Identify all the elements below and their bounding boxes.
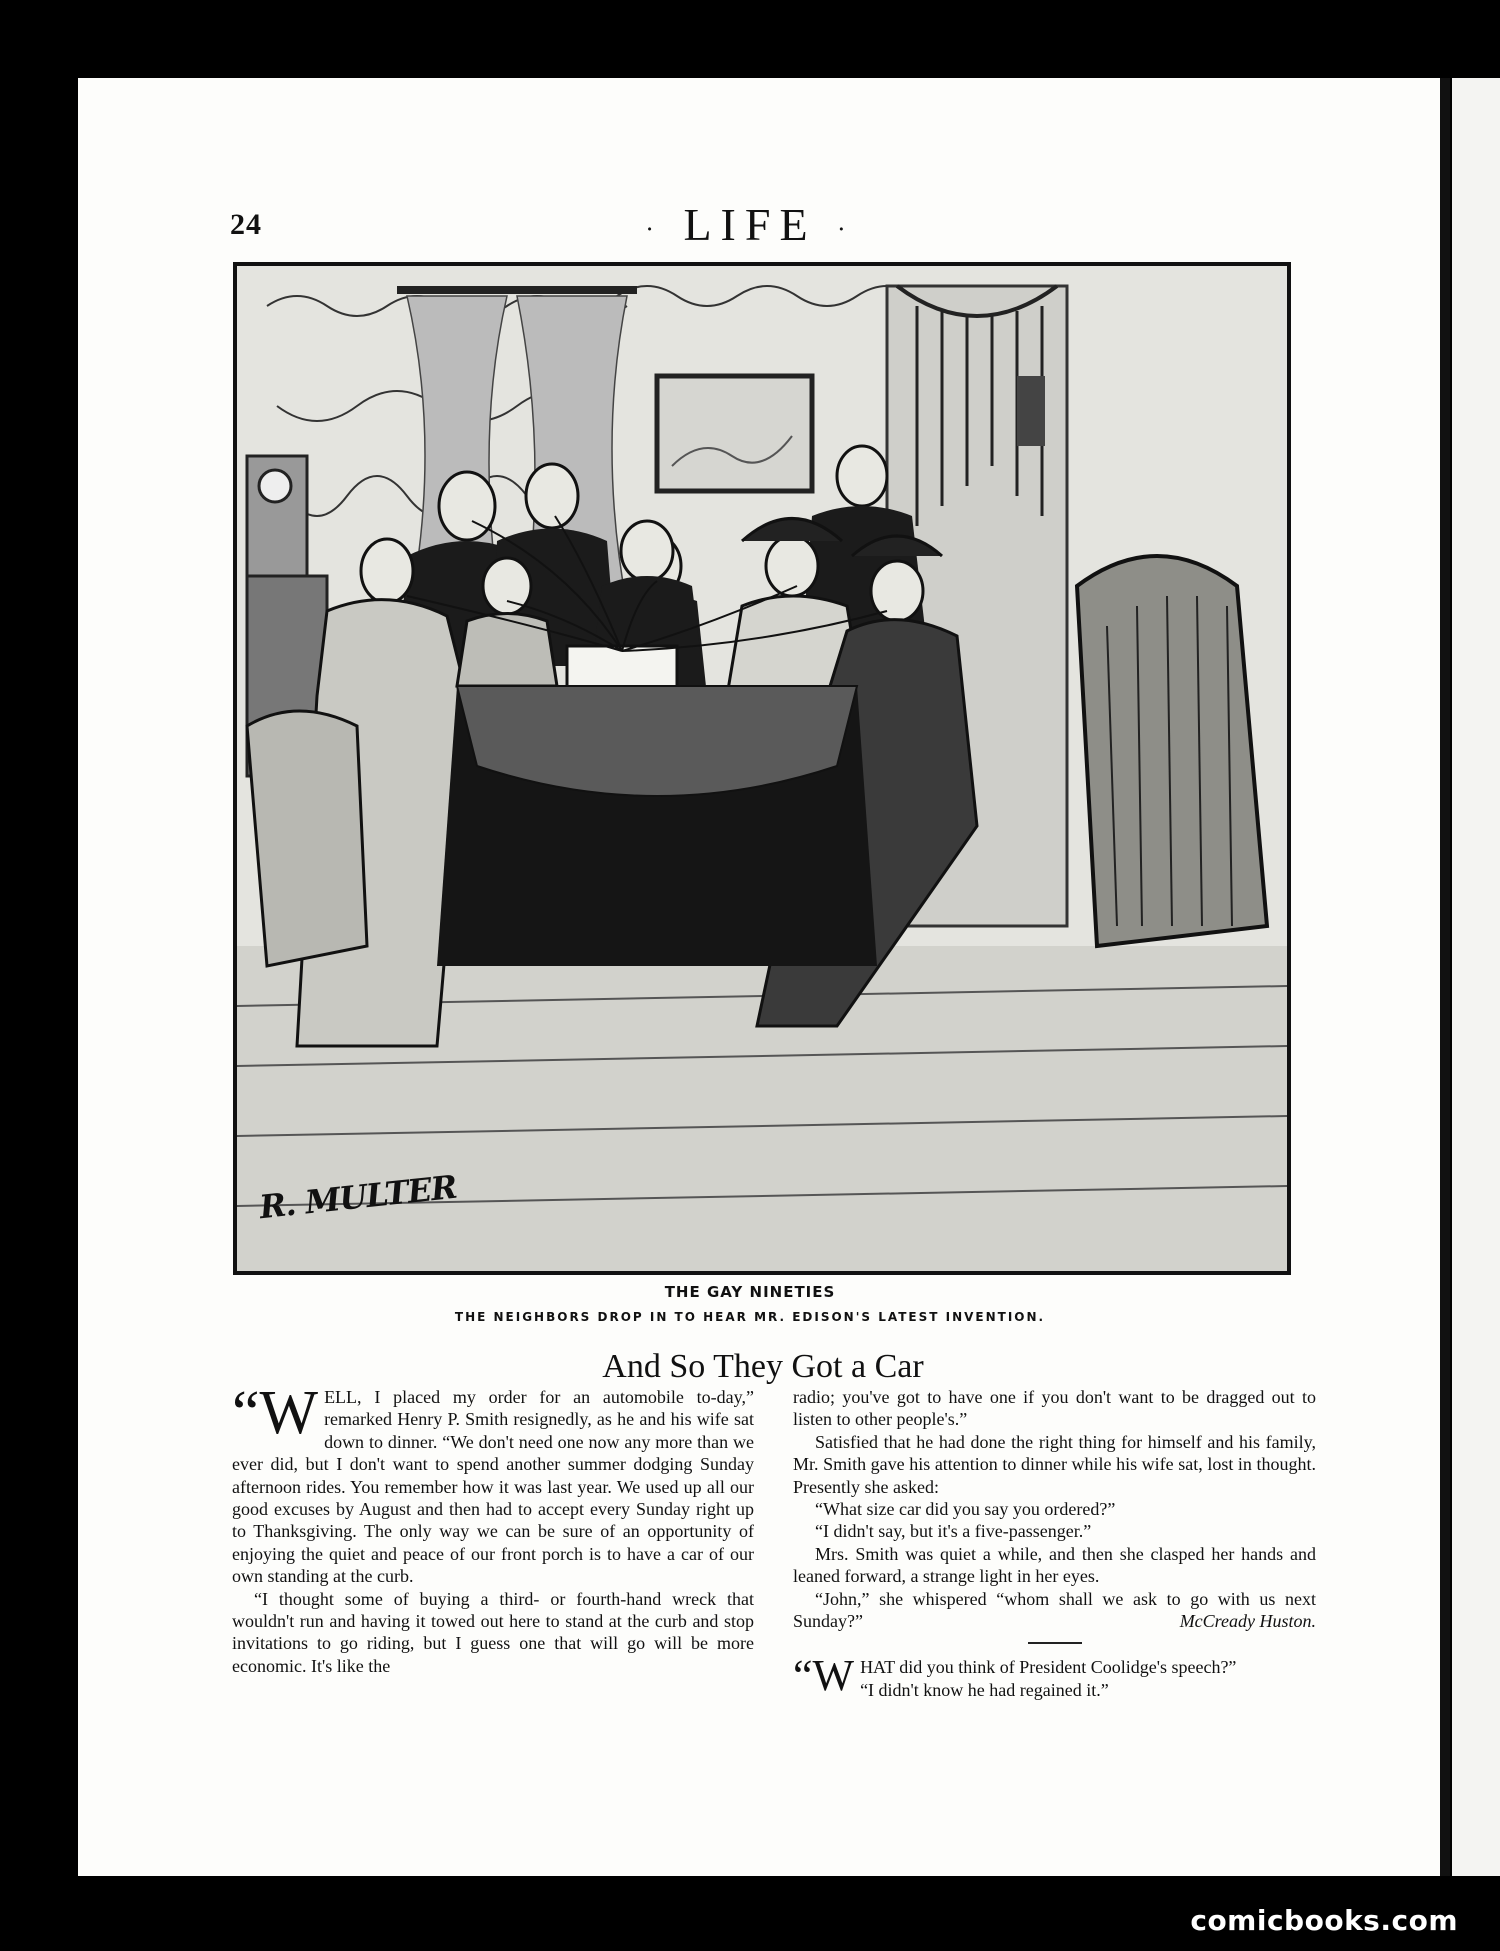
- joke-question-text: HAT did you think of President Coolidge's speech?”: [860, 1657, 1237, 1678]
- article-column-right: [793, 1386, 1316, 1701]
- article-paragraph-8-text: “John,” she whispered “whom shall we ask to go with us next Sunday?”: [793, 1588, 1316, 1632]
- article-paragraph-4: Satisfied that he had done the right thing for himself and his family, Mr. Smith gave his attention to dinner while his wife sat, lost in thought. Presently she asked:: [793, 1431, 1316, 1497]
- article-paragraph-2: “I thought some of buying a third- or fourth-hand wreck that wouldn't run and having it towed out here to stand at the curb and stop invitations to go riding, but I guess one that will go will be more economic. It's like the: [232, 1588, 754, 1676]
- illustration-drawing: [237, 266, 1287, 1271]
- article-paragraph-1: ELL, I placed my order for an automobile to-day,” remarked Henry P. Smith resignedly, as he and his wife sat down to dinner. “We don't need one now any more than we ever did, but I don't want to spend another summer dodging Sunday afternoon rides. You remember how it was last year. We used up all our good excuses by August and then had to accept every Sunday right up to Thanksgiving. The only way we can be sure of an opportunity of enjoying the quiet and peace of our front porch is to have a car of our own standing at the curb.: [232, 1387, 754, 1587]
- article-paragraph-5: “What size car did you say you ordered?”: [815, 1499, 1116, 1520]
- artist-signature: R. MULTER: [257, 1167, 459, 1227]
- masthead: [0, 198, 1500, 251]
- article-paragraph: [232, 1379, 754, 1588]
- joke-drop-cap-quote: “: [793, 1651, 813, 1701]
- caption-subtitle: THE NEIGHBORS DROP IN TO HEAR MR. EDISON'S LATEST INVENTION.: [454, 1310, 1046, 1324]
- section-divider: [1028, 1642, 1082, 1644]
- masthead-title: LIFE: [683, 199, 817, 250]
- drop-cap: [232, 1379, 319, 1447]
- adjacent-page-edge: [1452, 78, 1500, 1876]
- site-watermark: comicbooks.com: [1190, 1904, 1458, 1937]
- article-paragraph-7: Mrs. Smith was quiet a while, and then she clasped her hands and leaned forward, a strange light in her eyes.: [793, 1543, 1316, 1587]
- masthead-ornament-right: ·: [837, 214, 855, 244]
- article-column-left: [232, 1379, 754, 1677]
- caption-title: THE GAY NINETIES: [664, 1283, 836, 1301]
- joke-answer: “I didn't know he had regained it.”: [860, 1679, 1109, 1700]
- page-number: 24: [230, 208, 262, 241]
- article-paragraph-8: [793, 1588, 1316, 1633]
- article-paragraph-6: “I didn't say, but it's a five-passenger.”: [815, 1521, 1092, 1542]
- page-edge-shadow: [1440, 78, 1450, 1876]
- cartoon-illustration: [233, 262, 1291, 1275]
- joke-question: [793, 1651, 1316, 1701]
- drop-cap-letter: W: [259, 1379, 319, 1447]
- joke-drop-cap-letter: W: [812, 1651, 855, 1701]
- drop-cap-quote: “: [232, 1379, 260, 1447]
- article-paragraph-3: radio; you've got to have one if you don't want to be dragged out to listen to other people's.”: [793, 1387, 1316, 1430]
- article-title: And So They Got a Car: [602, 1348, 924, 1385]
- masthead-ornament-left: ·: [645, 214, 663, 244]
- joke-drop-cap: [793, 1651, 855, 1701]
- article-byline: McCready Huston.: [1179, 1611, 1316, 1632]
